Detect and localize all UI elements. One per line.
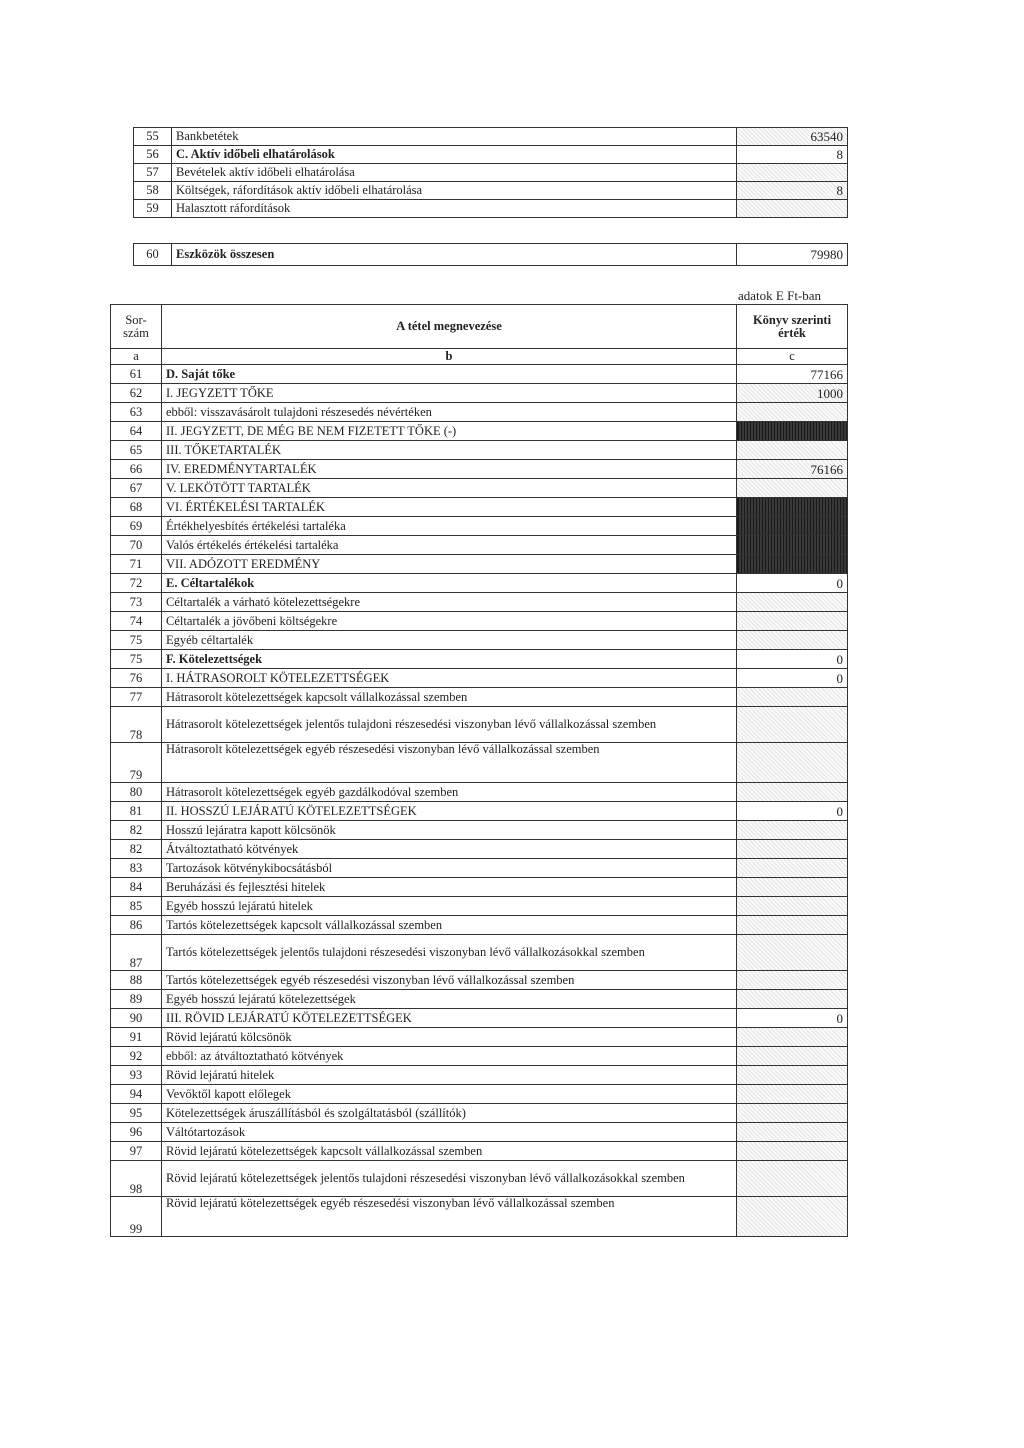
row-value [737, 990, 848, 1009]
row-number: 76 [111, 669, 162, 688]
row-label: Eszközök összesen [172, 244, 737, 266]
header-item-name: A tétel megnevezése [162, 305, 737, 349]
row-value: 0 [737, 669, 848, 688]
row-number: 81 [111, 802, 162, 821]
table-row [111, 669, 848, 688]
row-value [737, 536, 848, 555]
liabilities-table [110, 304, 848, 1237]
row-value [737, 1104, 848, 1123]
row-value [737, 971, 848, 990]
row-number: 58 [134, 182, 172, 200]
row-number: 63 [111, 403, 162, 422]
row-value [737, 593, 848, 612]
row-label: Egyéb hosszú lejáratú kötelezettségek [162, 990, 737, 1009]
row-number: 68 [111, 498, 162, 517]
row-label: Hátrasorolt kötelezettségek egyéb részesedési viszonyban lévő vállalkozással szemben [162, 743, 737, 783]
row-label: Céltartalék a jövőbeni költségekre [162, 612, 737, 631]
row-label: I. HÁTRASOROLT KÖTELEZETTSÉGEK [162, 669, 737, 688]
row-label: Egyéb hosszú lejáratú hitelek [162, 897, 737, 916]
row-value [737, 1085, 848, 1104]
row-number: 64 [111, 422, 162, 441]
row-number: 99 [111, 1197, 162, 1237]
table-row [111, 498, 848, 517]
row-label: I. JEGYZETT TŐKE [162, 384, 737, 403]
assets-total-table [133, 243, 848, 266]
row-value: 77166 [737, 365, 848, 384]
row-label: Hátrasorolt kötelezettségek egyéb gazdálkodóval szemben [162, 783, 737, 802]
table-row [111, 517, 848, 536]
liabilities-body [111, 365, 848, 1237]
row-label: VII. ADÓZOTT EREDMÉNY [162, 555, 737, 574]
row-value [737, 517, 848, 536]
row-value [737, 859, 848, 878]
table-row [111, 460, 848, 479]
table-row [111, 878, 848, 897]
row-number: 71 [111, 555, 162, 574]
row-label: Hátrasorolt kötelezettségek jelentős tulajdoni részesedési viszonyban lévő vállalkozással szemben [162, 707, 737, 743]
row-value [737, 164, 848, 182]
assets-tail-table [133, 127, 848, 218]
row-label: Tartós kötelezettségek egyéb részesedési viszonyban lévő vállalkozással szemben [162, 971, 737, 990]
row-value [737, 916, 848, 935]
row-number: 69 [111, 517, 162, 536]
table-row [111, 612, 848, 631]
table-row [111, 536, 848, 555]
row-number: 91 [111, 1028, 162, 1047]
table-row [134, 146, 848, 164]
table-row [111, 971, 848, 990]
row-number: 83 [111, 859, 162, 878]
row-value [737, 743, 848, 783]
table-row [111, 1104, 848, 1123]
table-row [134, 164, 848, 182]
table-row [111, 574, 848, 593]
row-value [737, 1197, 848, 1237]
header-book-value: Könyv szerinti érték [737, 305, 848, 349]
row-number: 93 [111, 1066, 162, 1085]
table-row [111, 1028, 848, 1047]
table-row [111, 1047, 848, 1066]
row-number: 70 [111, 536, 162, 555]
table-row [111, 631, 848, 650]
row-label: Átváltoztatható kötvények [162, 840, 737, 859]
row-number: 75 [111, 631, 162, 650]
table-row [111, 1009, 848, 1028]
row-value [737, 1047, 848, 1066]
row-number: 92 [111, 1047, 162, 1066]
row-label: Bankbetétek [172, 128, 737, 146]
table-row [111, 1142, 848, 1161]
table-row [111, 384, 848, 403]
row-value [737, 1161, 848, 1197]
row-label: F. Kötelezettségek [162, 650, 737, 669]
row-label: Rövid lejáratú hitelek [162, 1066, 737, 1085]
table-row [111, 688, 848, 707]
row-value [737, 612, 848, 631]
table-row [111, 422, 848, 441]
row-number: 79 [111, 743, 162, 783]
table-row [111, 783, 848, 802]
row-label: Tartozások kötvénykibocsátásból [162, 859, 737, 878]
row-number: 82 [111, 821, 162, 840]
table-row [111, 990, 848, 1009]
row-number: 80 [111, 783, 162, 802]
row-label: Céltartalék a várható kötelezettségekre [162, 593, 737, 612]
row-value [737, 688, 848, 707]
row-value [737, 403, 848, 422]
header-letter-row [111, 349, 848, 365]
row-number: 95 [111, 1104, 162, 1123]
total-row [134, 244, 848, 266]
table-row [111, 897, 848, 916]
row-label: Bevételek aktív időbeli elhatárolása [172, 164, 737, 182]
row-label: V. LEKÖTÖTT TARTALÉK [162, 479, 737, 498]
row-label: Valós értékelés értékelési tartaléka [162, 536, 737, 555]
row-number: 89 [111, 990, 162, 1009]
row-value [737, 878, 848, 897]
table-row [111, 479, 848, 498]
row-number: 59 [134, 200, 172, 218]
row-value [737, 1142, 848, 1161]
row-number: 61 [111, 365, 162, 384]
row-number: 57 [134, 164, 172, 182]
row-label: Rövid lejáratú kötelezettségek jelentős tulajdoni részesedési viszonyban lévő vállalkozásokkal szemben [162, 1161, 737, 1197]
row-value [737, 1066, 848, 1085]
row-value [737, 783, 848, 802]
row-value [737, 1028, 848, 1047]
table-row [111, 1085, 848, 1104]
row-value: 79980 [737, 244, 848, 266]
table-row [111, 859, 848, 878]
row-value [737, 200, 848, 218]
row-number: 62 [111, 384, 162, 403]
row-label: Hátrasorolt kötelezettségek kapcsolt vállalkozással szemben [162, 688, 737, 707]
row-value: 63540 [737, 128, 848, 146]
row-number: 65 [111, 441, 162, 460]
row-value [737, 897, 848, 916]
row-number: 73 [111, 593, 162, 612]
table-row [134, 200, 848, 218]
row-label: III. TŐKETARTALÉK [162, 441, 737, 460]
row-label: II. HOSSZÚ LEJÁRATÚ KÖTELEZETTSÉGEK [162, 802, 737, 821]
row-number: 98 [111, 1161, 162, 1197]
header-row-number: Sor-szám [111, 305, 162, 349]
row-value: 76166 [737, 460, 848, 479]
row-number: 97 [111, 1142, 162, 1161]
row-label: C. Aktív időbeli elhatárolások [172, 146, 737, 164]
row-number: 88 [111, 971, 162, 990]
row-value [737, 555, 848, 574]
row-value [737, 479, 848, 498]
header-letter-b: b [162, 349, 737, 365]
table-row [111, 916, 848, 935]
row-number: 56 [134, 146, 172, 164]
row-value [737, 631, 848, 650]
row-value: 1000 [737, 384, 848, 403]
header-row [111, 305, 848, 349]
row-label: D. Saját tőke [162, 365, 737, 384]
row-number: 86 [111, 916, 162, 935]
row-value [737, 821, 848, 840]
table-row [111, 1197, 848, 1237]
row-number: 96 [111, 1123, 162, 1142]
row-label: Kötelezettségek áruszállításból és szolgáltatásból (szállítók) [162, 1104, 737, 1123]
row-value: 0 [737, 802, 848, 821]
row-number: 72 [111, 574, 162, 593]
header-letter-a: a [111, 349, 162, 365]
table-row [111, 743, 848, 783]
row-number: 67 [111, 479, 162, 498]
table-row [111, 1123, 848, 1142]
row-label: Tartós kötelezettségek kapcsolt vállalkozással szemben [162, 916, 737, 935]
row-label: Rövid lejáratú kötelezettségek kapcsolt vállalkozással szemben [162, 1142, 737, 1161]
row-value [737, 707, 848, 743]
row-value [737, 441, 848, 460]
row-label: Egyéb céltartalék [162, 631, 737, 650]
row-number: 84 [111, 878, 162, 897]
row-number: 74 [111, 612, 162, 631]
row-value [737, 935, 848, 971]
row-label: E. Céltartalékok [162, 574, 737, 593]
table-row [111, 365, 848, 384]
row-label: Költségek, ráfordítások aktív időbeli elhatárolása [172, 182, 737, 200]
table-row [111, 935, 848, 971]
unit-label: adatok E Ft-ban [738, 288, 822, 303]
table-row [134, 182, 848, 200]
row-number: 78 [111, 707, 162, 743]
row-value: 0 [737, 650, 848, 669]
row-label: Vevőktől kapott előlegek [162, 1085, 737, 1104]
row-value: 8 [737, 146, 848, 164]
table-row [111, 650, 848, 669]
table-row [111, 802, 848, 821]
row-label: II. JEGYZETT, DE MÉG BE NEM FIZETETT TŐKE (-) [162, 422, 737, 441]
row-label: Rövid lejáratú kötelezettségek egyéb részesedési viszonyban lévő vállalkozással szemben [162, 1197, 737, 1237]
table-row [111, 821, 848, 840]
row-label: Értékhelyesbítés értékelési tartaléka [162, 517, 737, 536]
row-label: Váltótartozások [162, 1123, 737, 1142]
table-row [134, 128, 848, 146]
row-value [737, 498, 848, 517]
row-number: 90 [111, 1009, 162, 1028]
header-letter-c: c [737, 349, 848, 365]
table-row [111, 441, 848, 460]
row-number: 55 [134, 128, 172, 146]
row-label: VI. ÉRTÉKELÉSI TARTALÉK [162, 498, 737, 517]
row-number: 77 [111, 688, 162, 707]
row-value [737, 422, 848, 441]
row-number: 85 [111, 897, 162, 916]
row-value: 8 [737, 182, 848, 200]
table-row [111, 555, 848, 574]
row-number: 94 [111, 1085, 162, 1104]
row-label: Hosszú lejáratra kapott kölcsönök [162, 821, 737, 840]
table-row [111, 1161, 848, 1197]
table-row [111, 840, 848, 859]
row-label: ebből: visszavásárolt tulajdoni részesedés névértéken [162, 403, 737, 422]
row-label: IV. EREDMÉNYTARTALÉK [162, 460, 737, 479]
row-label: Rövid lejáratú kölcsönök [162, 1028, 737, 1047]
row-label: Beruházási és fejlesztési hitelek [162, 878, 737, 897]
table-row [111, 593, 848, 612]
row-label: Halasztott ráfordítások [172, 200, 737, 218]
row-value: 0 [737, 1009, 848, 1028]
row-value: 0 [737, 574, 848, 593]
assets-tail-body [134, 128, 848, 218]
row-number: 60 [134, 244, 172, 266]
row-number: 66 [111, 460, 162, 479]
table-row [111, 403, 848, 422]
table-row [111, 707, 848, 743]
row-label: III. RÖVID LEJÁRATÚ KÖTELEZETTSÉGEK [162, 1009, 737, 1028]
row-label: Tartós kötelezettségek jelentős tulajdoni részesedési viszonyban lévő vállalkozásokkal szemben [162, 935, 737, 971]
row-label: ebből: az átváltoztatható kötvények [162, 1047, 737, 1066]
row-number: 75 [111, 650, 162, 669]
row-value [737, 1123, 848, 1142]
row-number: 87 [111, 935, 162, 971]
row-number: 82 [111, 840, 162, 859]
row-value [737, 840, 848, 859]
table-row [111, 1066, 848, 1085]
